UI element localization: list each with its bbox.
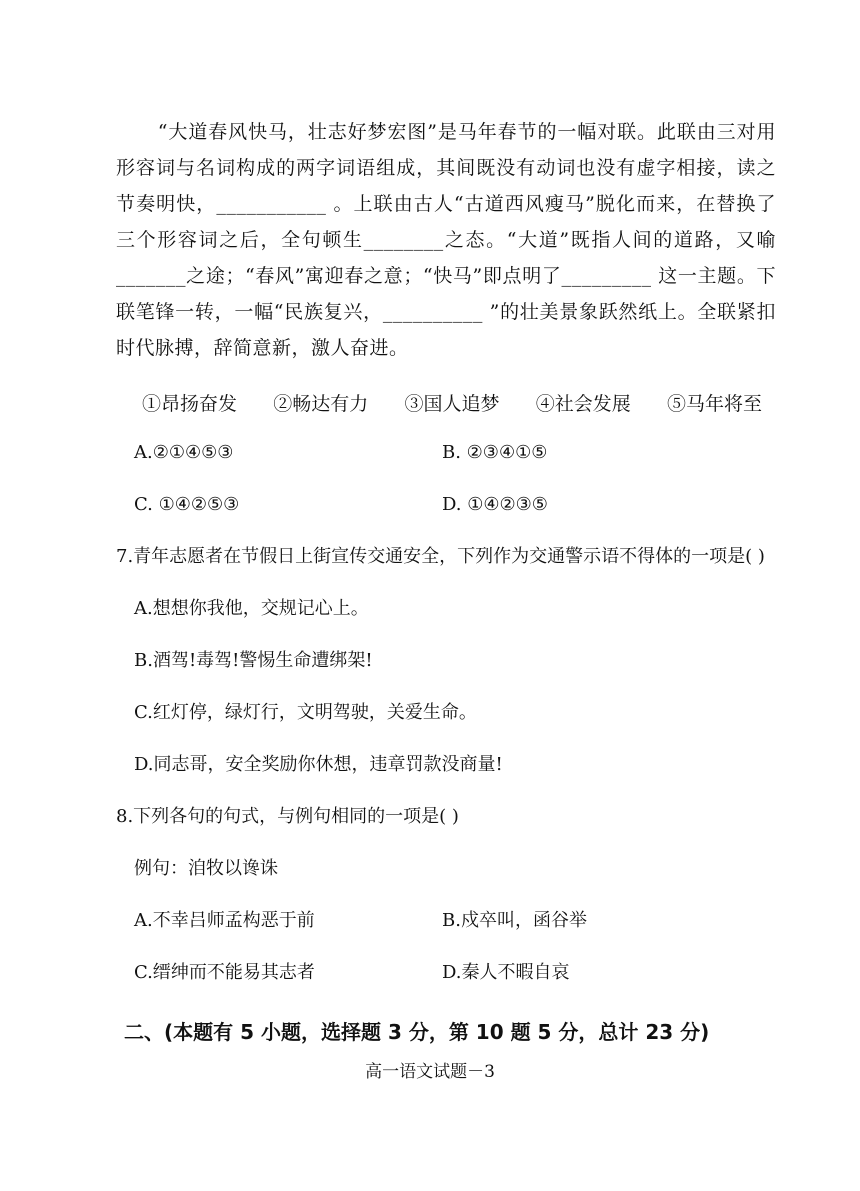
page-footer: 高一语文试题－3 <box>365 1062 495 1082</box>
q8-option-d: D.秦人不暇自哀 <box>442 962 570 983</box>
passage-paragraph: “大道春风快马，壮志好梦宏图”是马年春节的一幅对联。此联由三对用形容词与名词构成的两字词语组成，其间既没有动词也没有虚字相接，读之节奏明快，___________ 。上联由古人“古道西风瘦马”脱化而来，在替换了三个形容词之后，全句顿生________之态。“大道”既指人间的道路，又喻_______之途；“春风”寓迎春之意；“快马”即点明了_________ 这一主题。下联笔锋一转，一幅“民族复兴，__________ ”的壮美景象跃然纸上。全联紧扣时代脉搏，辞简意新，激人奋进。 <box>116 121 776 359</box>
q7-option-b: B.酒驾!毒驾!警惕生命遭绑架! <box>134 650 373 671</box>
q6-option-b: B. ②③④①⑤ <box>442 442 548 463</box>
q7-option-d: D.同志哥，安全奖励你休想，违章罚款没商量! <box>134 754 503 775</box>
choice-item-2: ②畅达有力 <box>273 393 369 415</box>
q8-option-a: A.不幸吕师孟构恶于前 <box>134 910 315 931</box>
q8-example: 例句：洎牧以谗诛 <box>134 858 278 879</box>
q6-option-d: D. ①④②③⑤ <box>442 494 548 515</box>
q6-option-a: A.②①④⑤③ <box>134 442 234 463</box>
q8-stem: 8.下列各句的句式，与例句相同的一项是( ) <box>116 806 459 827</box>
q8-option-c: C.缙绅而不能易其志者 <box>134 962 315 983</box>
reading-passage <box>116 114 776 366</box>
q8-option-b: B.戍卒叫，函谷举 <box>442 910 587 931</box>
q7-option-a: A.想想你我他，交规记心上。 <box>134 598 369 619</box>
choice-item-3: ③国人追梦 <box>404 393 500 415</box>
choice-item-4: ④社会发展 <box>535 393 631 415</box>
q7-option-c: C.红灯停，绿灯行，文明驾驶，关爱生命。 <box>134 702 477 723</box>
q7-stem: 7.青年志愿者在节假日上街宣传交通安全，下列作为交通警示语不得体的一项是( ) <box>116 546 765 567</box>
q6-option-c: C. ①④②⑤③ <box>134 494 240 515</box>
choice-item-5: ⑤马年将至 <box>666 393 762 415</box>
numbered-choices <box>142 389 762 416</box>
choice-item-1: ①昂扬奋发 <box>142 393 238 415</box>
section-heading: 二、(本题有 5 小题，选择题 3 分，第 10 题 5 分，总计 23 分) <box>124 1020 710 1044</box>
